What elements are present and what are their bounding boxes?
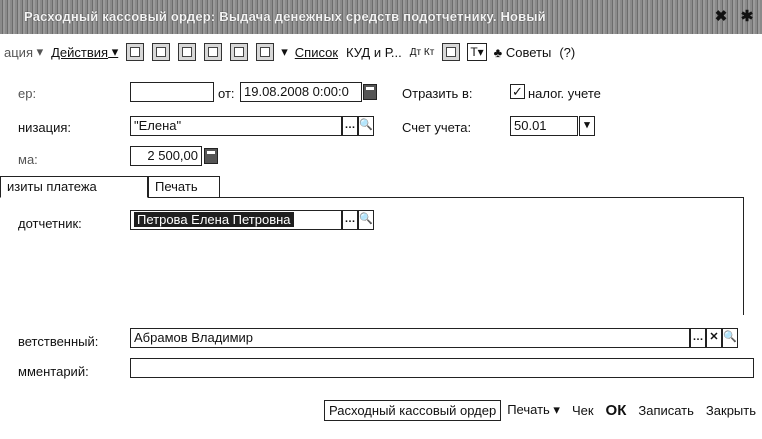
actions-menu[interactable]: Действия ▾ (51, 44, 119, 60)
kudir-button[interactable]: КУД и Р... (346, 44, 402, 60)
responsible-open-icon[interactable]: 🔍 (722, 328, 738, 348)
tab-strip (0, 176, 762, 198)
advice-button[interactable] (490, 40, 556, 64)
date-field[interactable]: 19.08.2008 0:00:0 (240, 82, 362, 102)
operation-menu[interactable]: ация ▾ (4, 44, 44, 60)
account-field[interactable]: 50.01 (510, 116, 578, 136)
responsible-select-button[interactable]: … (690, 328, 706, 348)
title-bar (0, 0, 762, 34)
tab-payment-details[interactable]: изиты платежа (0, 176, 148, 198)
window-title: Расходный кассовый ордер: Выдача денежных средств подотчетнику. Новый (24, 9, 546, 24)
text-icon[interactable]: T▾ (467, 43, 486, 61)
reflect-label: Отразить в: (402, 86, 473, 101)
close-icon[interactable]: ✖ (714, 8, 728, 25)
accountable-field[interactable] (130, 210, 342, 230)
calendar-icon[interactable] (363, 84, 377, 100)
dt-kt-button[interactable]: Дт Кт (409, 46, 435, 58)
unpost-icon[interactable] (230, 43, 248, 61)
command-bar (0, 396, 762, 424)
date-from-label: от: (218, 86, 235, 101)
chevron-down-icon[interactable]: ▾ (579, 116, 595, 136)
sum-field[interactable]: 2 500,00 (130, 146, 202, 166)
org-select-button[interactable]: … (342, 116, 358, 136)
check-button[interactable]: Чек (571, 402, 594, 418)
order-print-button[interactable]: Расходный кассовый ордер (324, 400, 501, 421)
account-label: Счет учета: (402, 120, 472, 135)
cursor-icon: ✱ (740, 8, 754, 25)
actions-menu-label: Действия (51, 44, 109, 60)
sum-label: ма: (18, 152, 38, 167)
tab-print[interactable]: Печать (148, 176, 220, 198)
tax-check-label: налог. учете (528, 86, 601, 101)
structure-icon[interactable] (442, 43, 460, 61)
dropdown-arrow-icon[interactable]: ▾ (281, 44, 288, 59)
close-button[interactable]: Закрыть (705, 402, 756, 418)
org-open-icon[interactable]: 🔍 (358, 116, 374, 136)
org-label: низация: (18, 120, 71, 135)
responsible-clear-icon[interactable]: ✕ (706, 328, 722, 348)
ok-button[interactable]: ОК (605, 401, 627, 419)
comment-field[interactable] (130, 358, 754, 378)
help-label: ? (563, 44, 571, 60)
accountable-select-button[interactable]: … (342, 210, 358, 230)
accountable-value: Петрова Елена Петровна (134, 212, 294, 227)
tax-checkbox[interactable]: ✓ (510, 84, 525, 99)
copy-icon[interactable] (152, 43, 170, 61)
print-menu[interactable]: Печать ▾ (507, 402, 560, 417)
advice-icon: ♣ (493, 44, 503, 60)
responsible-field[interactable]: Абрамов Владимир (130, 328, 690, 348)
accountable-open-icon[interactable]: 🔍 (358, 210, 374, 230)
org-field[interactable]: "Елена" (130, 116, 342, 136)
print-menu-label: Печать (507, 402, 550, 417)
calculator-icon[interactable] (204, 148, 218, 164)
toolbar (0, 36, 762, 68)
responsible-label: ветственный: (18, 334, 99, 349)
accountable-label: дотчетник: (18, 216, 82, 231)
number-label: ер: (18, 86, 37, 101)
list-button[interactable]: Список (294, 44, 339, 60)
edit-icon[interactable] (178, 43, 196, 61)
based-on-icon[interactable] (256, 43, 274, 61)
add-icon[interactable] (126, 43, 144, 61)
advice-label: Советы (505, 44, 552, 60)
help-button[interactable]: ( ? ) (559, 44, 576, 60)
post-icon[interactable] (204, 43, 222, 61)
comment-label: мментарий: (18, 364, 89, 379)
operation-menu-label: ация (4, 44, 33, 60)
number-field[interactable] (130, 82, 214, 102)
save-button[interactable]: Записать (638, 402, 694, 418)
